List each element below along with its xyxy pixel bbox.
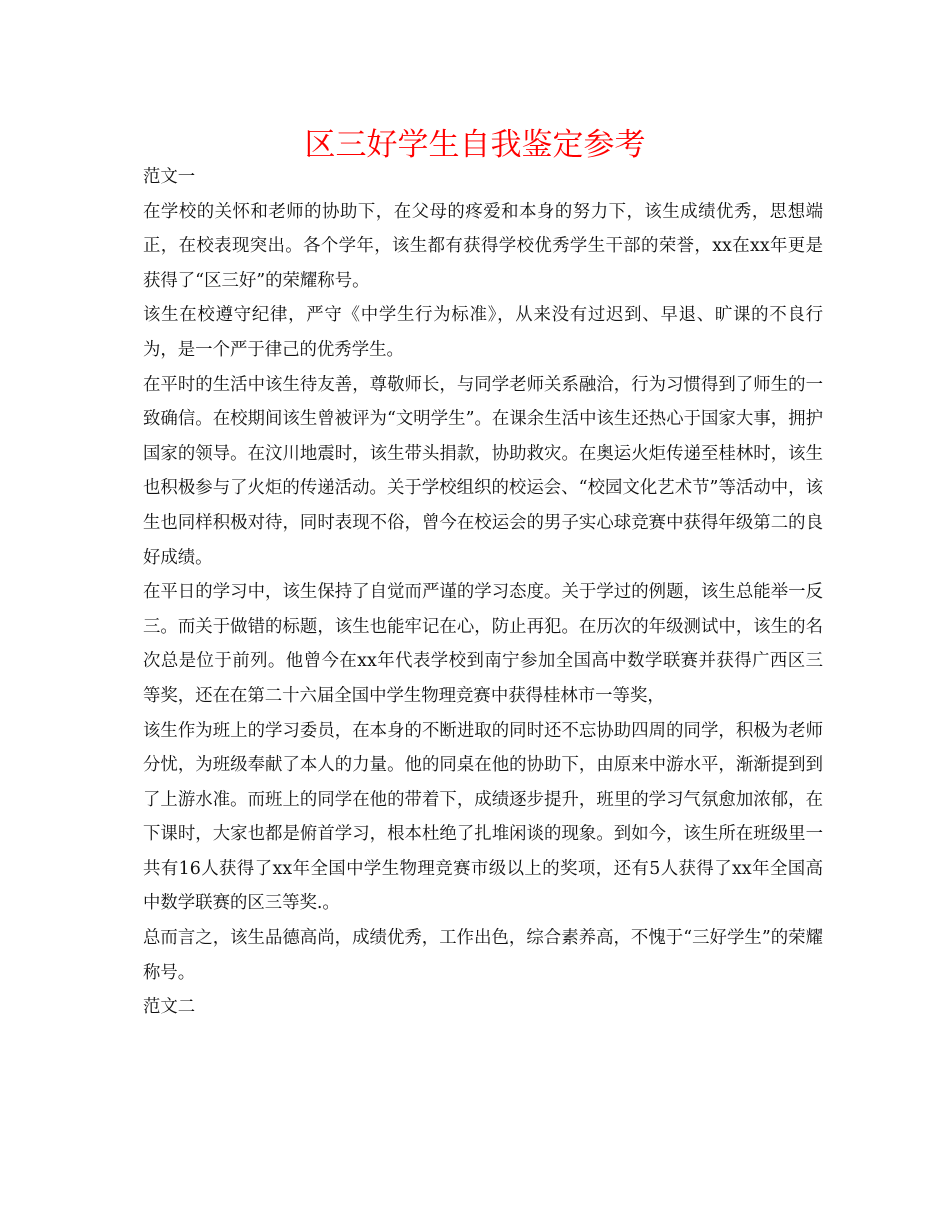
paragraph-1: 在学校的关怀和老师的协助下，在父母的疼爱和本身的努力下，该生成绩优秀，思想端正，在校表现突出。各个学年，该生都有获得学校优秀学生干部的荣誉，xx在xx年更是获得了“区三好”的荣耀称号。 xyxy=(143,201,823,291)
paragraph-6: 总而言之，该生品德高尚，成绩优秀，工作出色，综合素养高，不愧于“三好学生”的荣耀称号。 xyxy=(143,928,823,983)
paragraph-2: 该生在校遵守纪律，严守《中学生行为标准》，从来没有过迟到、早退、旷课的不良行为，是一个严于律己的优秀学生。 xyxy=(143,305,823,360)
section-heading-2: 范文二 xyxy=(143,997,196,1018)
paragraph-3: 在平时的生活中该生待友善，尊敬师长，与同学老师关系融洽，行为习惯得到了师生的一致确信。在校期间该生曾被评为“文明学生”。在课余生活中该生还热心于国家大事，拥护国家的领导。在汶川地震时，该生带头捐款，协助救灾。在奥运火炬传递至桂林时，该生也积极参与了火炬的传递活动。关于学校组织的校运会、“校园文化艺术节”等活动中，该生也同样积极对待，同时表现不俗，曾今在校运会的男子实心球竞赛中获得年级第二的良好成绩。 xyxy=(143,374,823,568)
page-title: 区三好学生自我鉴定参考 xyxy=(304,127,646,163)
document-body xyxy=(143,160,823,1025)
paragraph-4: 在平日的学习中，该生保持了自觉而严谨的学习态度。关于学过的例题，该生总能举一反三。而关于做错的标题，该生也能牢记在心，防止再犯。在历次的年级测试中，该生的名次总是位于前列。他曾今在xx年代表学校到南宁参加全国高中数学联赛并获得广西区三等奖，还在在第二十六届全国中学生物理竞赛中获得桂林市一等奖， xyxy=(143,582,823,706)
section-heading-1: 范文一 xyxy=(143,167,196,187)
paragraph-5: 该生作为班上的学习委员，在本身的不断进取的同时还不忘协助四周的同学，积极为老师分忧，为班级奉献了本人的力量。他的同桌在他的协助下，由原来中游水平，渐渐提到到了上游水准。而班上的同学在他的带着下，成绩逐步提升，班里的学习气氛愈加浓郁，在下课时，大家也都是俯首学习，根本杜绝了扎堆闲谈的现象。到如今，该生所在班级里一共有16人获得了xx年全国中学生物理竞赛市级以上的奖项，还有5人获得了xx年全国高中数学联赛的区三等奖.。 xyxy=(143,720,823,914)
